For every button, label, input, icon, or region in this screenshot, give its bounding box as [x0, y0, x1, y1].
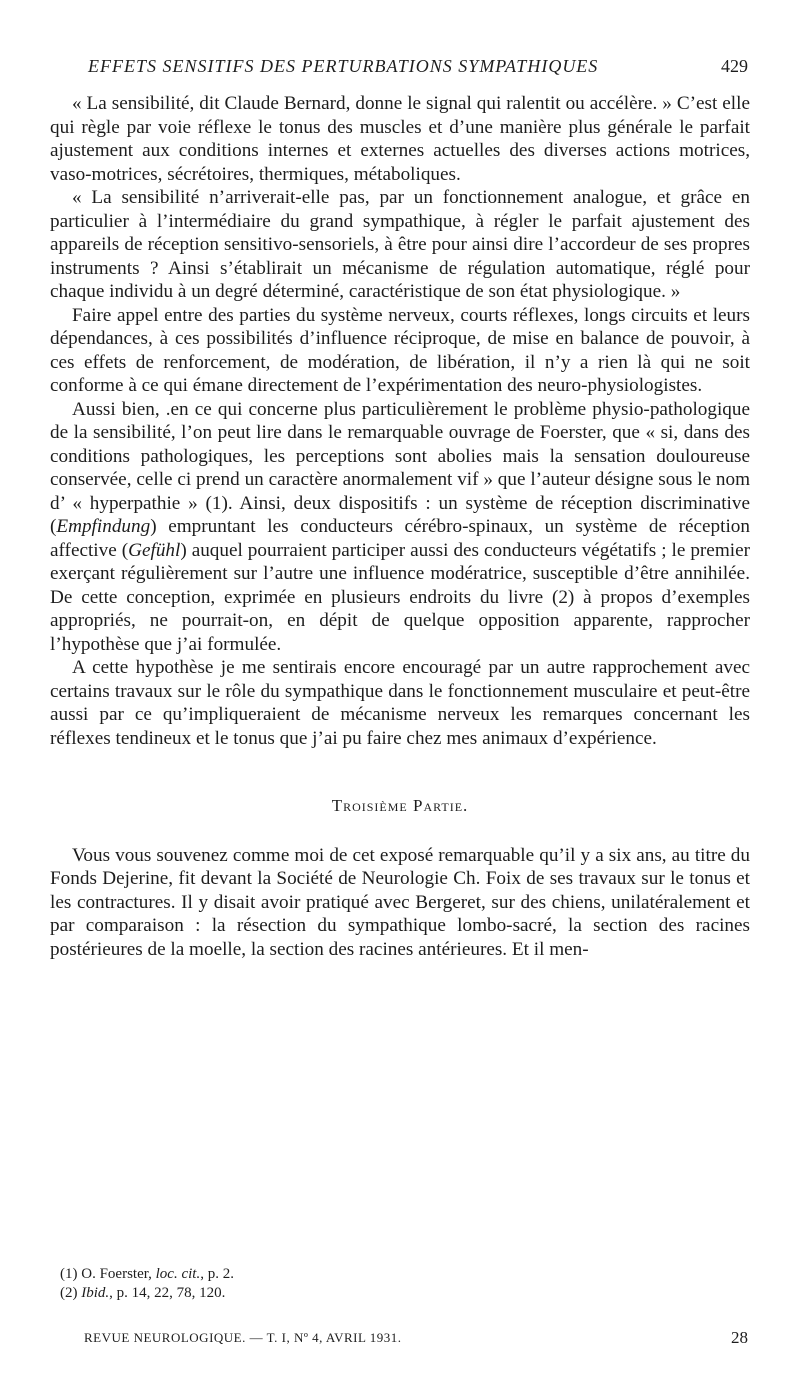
footnote-2-prefix: (2) [60, 1285, 82, 1301]
footnote-1-suffix: , p. 2. [200, 1266, 234, 1282]
paragraph-6: Vous vous souvenez comme moi de cet exposé remarquable qu’il y a six ans, au titre du Fonds Dejerine, fit devant la Société de Neurologie Ch. Foix de ses travaux sur le tonus et les contractures. Il y disait avoir pratiqué avec Bergeret, sur des chiens, unilatéralement et par comparaison : la résection du sympathique lombo-sacré, la section des racines postérieures de la moelle, la section des racines antérieures. Et il men- [50, 844, 750, 960]
term-gefuhl: Gefühl [128, 539, 181, 561]
footnote-2 [60, 1284, 750, 1303]
footnote-1-prefix: (1) O. Foerster, [60, 1266, 156, 1282]
body-text [50, 92, 750, 961]
footnote-2-suffix: , p. 14, 22, 78, 120. [109, 1285, 226, 1301]
running-head [88, 56, 748, 77]
page-number: 429 [721, 56, 748, 76]
paragraph-4 [50, 398, 750, 657]
footnotes [60, 1265, 750, 1303]
signature-mark: 28 [731, 1328, 748, 1347]
journal-footer [84, 1330, 748, 1346]
footnote-2-italic: Ibid. [81, 1285, 110, 1301]
paragraph-1: « La sensibilité, dit Claude Bernard, donne le signal qui ralentit ou accélère. » C’est elle qui règle par voie réflexe le tonus des muscles et d’une manière plus générale le parfait ajustement aux conditions internes et externes actuelles des diverses actions motrices, vaso-motrices, sécrétoires, thermiques, métaboliques. [50, 93, 750, 185]
footnote-1 [60, 1265, 750, 1284]
paragraph-4-part-1: Aussi bien, .en ce qui concerne plus particulièrement le problème physio-pathologique de la sensibilité, l’on peut lire dans le remarquable ouvrage de Foerster, que « si, dans des conditions pathologiques, les perceptions sont abolies mais la sensation douloureuse conservée, celle ci prend un caractère anormalement vif » que l’auteur désigne sous le nom d’ « hyperpathie » (1). Ainsi, deux dispositifs : un système de réception discriminative ( [50, 398, 750, 537]
paragraph-4-part-2: ) empruntant les conducteurs cérébro-spinaux, un système de réception affective ( [50, 516, 750, 561]
paragraph-3: Faire appel entre des parties du système nerveux, courts réflexes, longs circuits et leurs dépendances, à ces possibilités d’influence réciproque, de mise en balance de pouvoir, à ces effets de renforcement, de modération, de libération, il n’y a rien là qui ne soit conforme à ce qui émane directement de l’expérimentation des neuro-physiologistes. [50, 304, 750, 396]
footnote-1-italic: loc. cit. [155, 1266, 201, 1282]
term-empfindung: Empfindung [56, 516, 151, 537]
paragraph-5: A cette hypothèse je me sentirais encore encouragé par un autre rapprochement avec certains travaux sur le rôle du sympathique dans le fonctionnement musculaire et peut-être aussi par ce qu’impliqueraient de mécanisme nerveux les remarques concernant les réflexes tendineux et le tonus que j’ai pu faire chez mes animaux d’expérience. [50, 657, 750, 749]
running-title: EFFETS SENSITIFS DES PERTURBATIONS SYMPATHIQUES [88, 56, 599, 76]
section-title: Troisième Partie. [331, 796, 469, 815]
paragraph-2: « La sensibilité n’arriverait-elle pas, par un fonctionnement analogue, et grâce en particulier à l’intermédiaire du grand sympathique, à régler le parfait ajustement des appareils de réception sensitivo-sensoriels, à être pour ainsi dire l’accordeur de ses propres instruments ? Ainsi s’établirait un mécanisme de régulation automatique, réglé pour chaque individu à un degré déterminé, caractéristique de son état physiologique. » [50, 187, 750, 302]
journal-reference: REVUE NEUROLOGIQUE. — T. I, Nº 4, AVRIL 1931. [84, 1330, 402, 1345]
paragraph-4-part-3: ) auquel pourraient participer aussi des conducteurs végétatifs ; le premier exerçant régulièrement sur l’autre une influence modératrice, susceptible d’être annihilée. De cette conception, exprimée en plusieurs endroits du livre (2) à propos d’exemples appropriés, ne pourrait-on, en dépit de quelque opposition apparente, rapprocher l’hypothèse que j’ai formulée. [50, 539, 750, 655]
